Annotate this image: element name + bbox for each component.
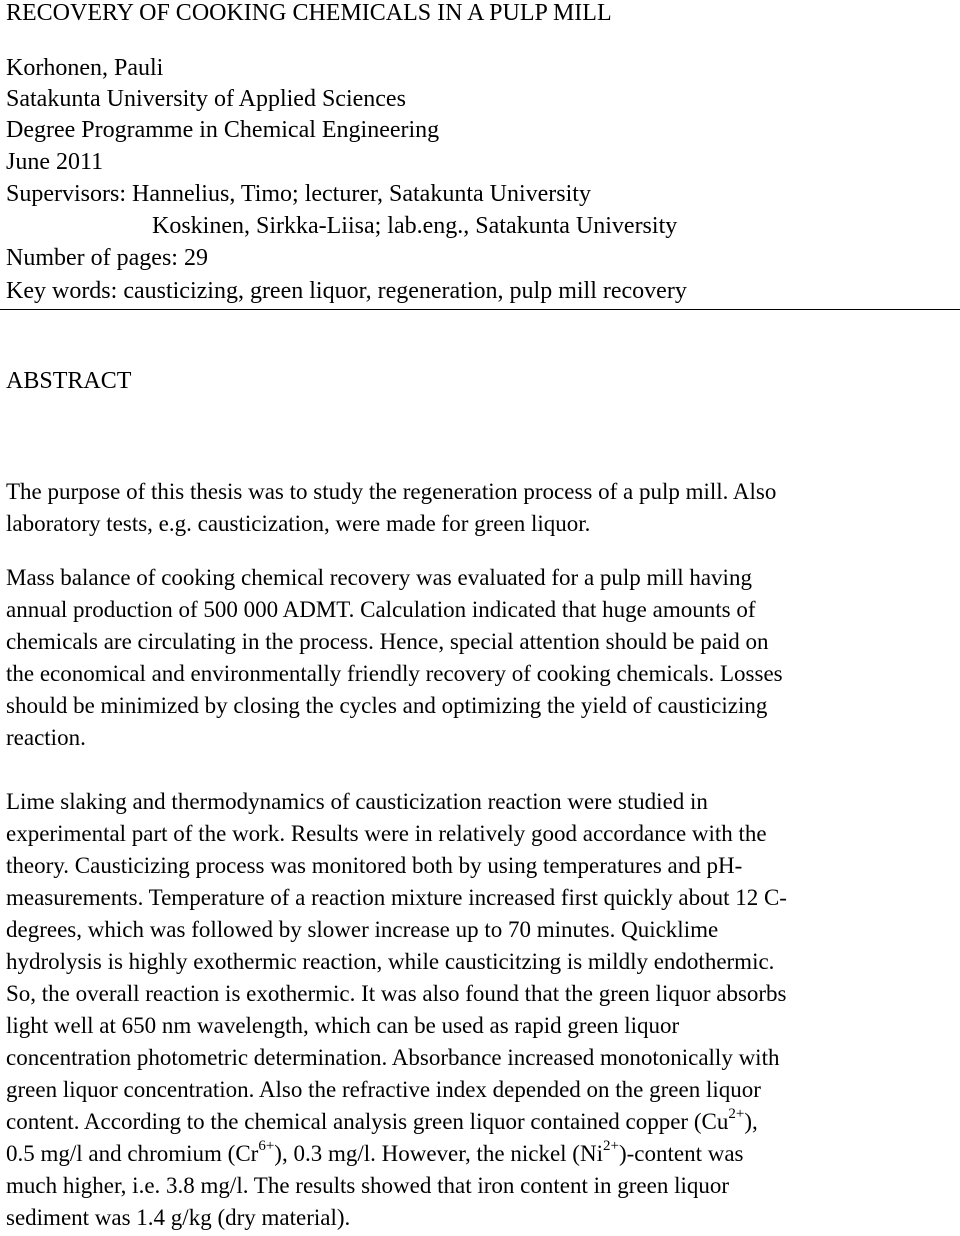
nickel-superscript: 2+: [602, 1138, 619, 1154]
abstract-line: sediment was 1.4 g/kg (dry material).: [6, 1205, 351, 1230]
supervisors-line-1: Supervisors: Hannelius, Timo; lecturer, Satakunta University: [6, 181, 591, 207]
copper-text-a: content. According to the chemical analysis green liquor contained copper (Cu: [6, 1109, 729, 1134]
degree-programme: Degree Programme in Chemical Engineering: [6, 117, 440, 143]
chromium-text-a: 0.5 mg/l and chromium (Cr: [6, 1141, 259, 1166]
abstract-line: The purpose of this thesis was to study the regeneration process of a pulp mill. Also: [6, 479, 777, 504]
abstract-line: degrees, which was followed by slower increase up to 70 minutes. Quicklime: [6, 917, 719, 942]
abstract-line: hydrolysis is highly exothermic reaction, while causticitzing is mildly endothermic.: [6, 949, 775, 974]
page-count: Number of pages: 29: [6, 245, 208, 271]
abstract-line: should be minimized by closing the cycles and optimizing the yield of causticizing: [6, 693, 768, 718]
keywords: Key words: causticizing, green liquor, regeneration, pulp mill recovery: [6, 278, 687, 304]
nickel-text: ), 0.3 mg/l. However, the nickel (Ni: [274, 1141, 603, 1166]
abstract-line: So, the overall reaction is exothermic. It was also found that the green liquor absorbs: [6, 981, 787, 1006]
abstract-line: Mass balance of cooking chemical recovery was evaluated for a pulp mill having: [6, 565, 752, 590]
abstract-line-copper: [6, 1107, 758, 1137]
abstract-heading: ABSTRACT: [6, 368, 132, 394]
author-name: Korhonen, Pauli: [6, 55, 164, 81]
abstract-line: much higher, i.e. 3.8 mg/l. The results showed that iron content in green liquor: [6, 1173, 730, 1198]
document-title: RECOVERY OF COOKING CHEMICALS IN A PULP MILL: [6, 0, 612, 26]
copper-text-b: ),: [744, 1109, 758, 1134]
abstract-line: measurements. Temperature of a reaction mixture increased first quickly about 12 C-: [6, 885, 787, 910]
abstract-line: reaction.: [6, 725, 86, 750]
abstract-line: laboratory tests, e.g. causticization, were made for green liquor.: [6, 511, 591, 536]
abstract-line-chromium: [6, 1139, 743, 1169]
abstract-line: green liquor concentration. Also the refractive index depended on the green liquor: [6, 1077, 761, 1102]
abstract-line: Lime slaking and thermodynamics of causticization reaction were studied in: [6, 789, 708, 814]
header-divider: [0, 309, 960, 310]
abstract-line: theory. Causticizing process was monitored both by using temperatures and pH-: [6, 853, 743, 878]
institution: Satakunta University of Applied Sciences: [6, 86, 406, 112]
abstract-line: concentration photometric determination. Absorbance increased monotonically with: [6, 1045, 780, 1070]
date: June 2011: [6, 149, 104, 175]
abstract-line: chemicals are circulating in the process. Hence, special attention should be paid on: [6, 629, 769, 654]
abstract-line: experimental part of the work. Results were in relatively good accordance with the: [6, 821, 767, 846]
nickel-text-end: )-content was: [618, 1141, 744, 1166]
abstract-line: the economical and environmentally friendly recovery of cooking chemicals. Losses: [6, 661, 783, 686]
chromium-superscript: 6+: [258, 1138, 275, 1154]
abstract-line: light well at 650 nm wavelength, which can be used as rapid green liquor: [6, 1013, 680, 1038]
abstract-line: annual production of 500 000 ADMT. Calculation indicated that huge amounts of: [6, 597, 756, 622]
supervisors-line-2: Koskinen, Sirkka-Liisa; lab.eng., Satakunta University: [152, 213, 678, 239]
copper-superscript: 2+: [728, 1106, 745, 1122]
